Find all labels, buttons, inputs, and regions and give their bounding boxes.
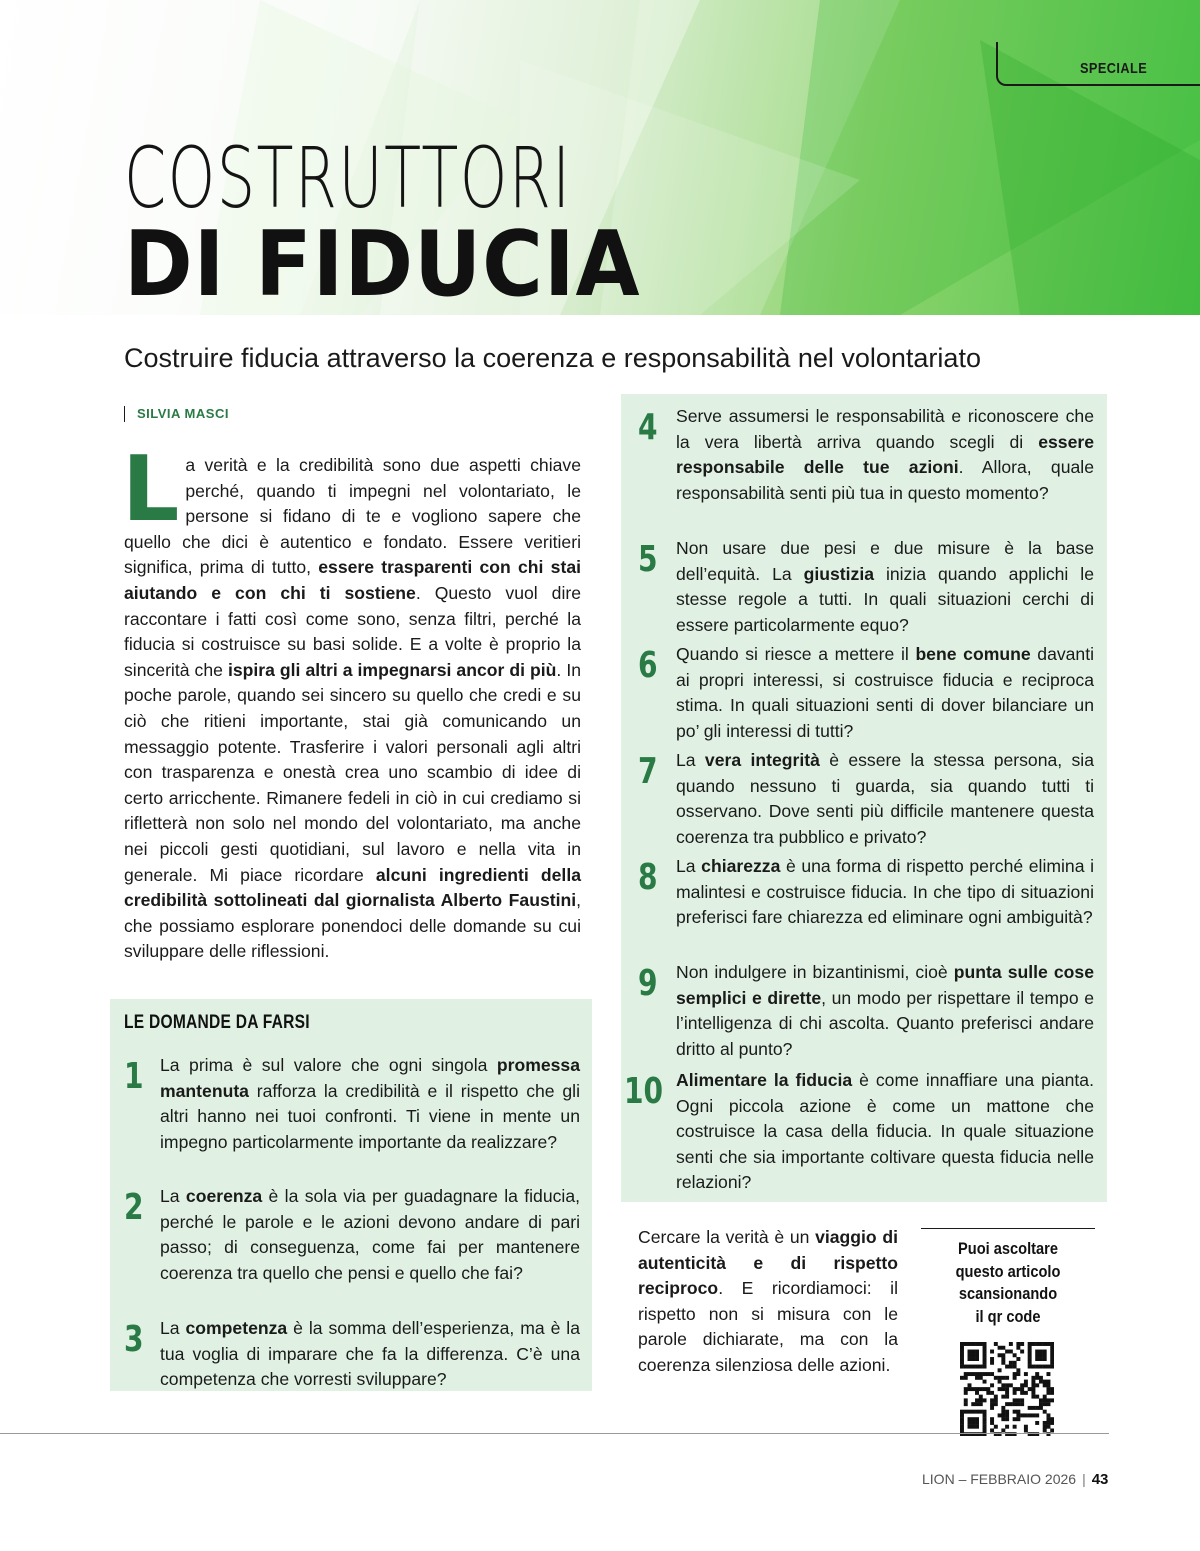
text-run: La [676,856,702,876]
footer-separator: | [1082,1471,1086,1487]
bold-text: Alimentare la fiducia [676,1070,853,1090]
bold-text: essere trasparenti con chi stai aiutando e con chi ti sostiene [124,557,581,603]
text-run: . E ricordiamoci: il rispetto non si misura con le parole dichiarate, ma con la coerenza silenziosa delle azioni. [638,1278,898,1375]
text-run: è una forma di rispetto perché elimina i malintesi e costruisce fiducia. In che tipo di situazioni preferisci fare chiarezza ed eliminare ogni ambiguità? [676,856,1094,928]
question-number: 8 [638,857,658,898]
text-run: è la somma dell’esperienza, ma è la tua voglia di imparare che fa la differenza. C’è una competenza che vorresti sviluppare? [160,1318,580,1390]
box-title: LE DOMANDE DA FARSI [124,1012,310,1033]
author-byline: SILVIA MASCI [124,406,229,422]
question-text [676,404,1094,506]
page-number: 43 [1091,1471,1109,1488]
bold-text: chiarezza [701,856,781,876]
text-run: La [160,1186,186,1206]
title-line-1: COSTRUTTORI [124,129,572,227]
text-run: inizia quando applichi le stesse regole a tutti. In quali situazioni cerchi di essere particolarmente equo? [676,563,1094,635]
text-run: è essere la stessa persona, sia quando nessuno ti guarda, sia quando tutti ti osservano. Dove senti più difficile mantenere questa coerenza tra pubblico e privato? [676,750,1095,847]
qr-caption-line: il qr code [975,1306,1041,1326]
text-run: è la sola via per guadagnare la fiducia, perché le parole e le azioni devono andare di pari passo; di conseguenza, come fai per mantenere coerenza tra quello che pensi e quello che fai? [160,1186,580,1283]
qr-caption-line: questo articolo [955,1261,1061,1281]
question-number: 4 [638,407,658,448]
bold-text: coerenza [185,1186,263,1206]
subtitle: Costruire fiducia attraverso la coerenza e responsabilità nel volontariato [124,343,981,373]
qr-code-icon[interactable] [960,1342,1054,1436]
page-footer [922,1471,1108,1488]
bold-text: essere responsabile delle tue azioni [676,431,1094,478]
text-run: . Allora, quale responsabilità senti più tua in questo momento? [676,457,1094,503]
text-run: Non indulgere in bizantinismi, cioè [676,962,954,982]
bold-text: alcuni ingredienti della credibilità sottolineati dal giornalista Alberto Faustini [124,864,581,911]
conclusion-paragraph [638,1225,898,1379]
text-run: Quando si riesce a mettere il [676,644,916,664]
qr-divider [921,1228,1095,1229]
text-run: a verità e la credibilità sono due aspetti chiave perché, quando ti impegni nel volontariato, le persone si fidano di te e vogliono sapere che quello che dici è autentico e fondato. Essere veritieri significa, prima di tutto, [124,455,581,578]
text-run: La [160,1318,186,1338]
question-number: 6 [638,645,658,686]
question-text [676,536,1094,638]
text-run: , che possiamo esplorare ponendoci delle domande su cui sviluppare delle riflessioni. [124,890,581,962]
bold-text: giustizia [803,563,874,584]
text-run: Cercare la verità è un [638,1227,816,1247]
question-number: 9 [638,963,658,1004]
question-text [676,642,1094,744]
footer-divider [0,1433,1109,1434]
bold-text: competenza [185,1318,288,1338]
question-number: 2 [124,1187,144,1228]
text-run: La [676,750,705,770]
title-line-2: DI FIDUCIA [124,212,641,317]
qr-caption-line: Puoi ascoltare [958,1239,1058,1258]
question-number: 10 [624,1071,664,1112]
text-run: La prima è sul valore che ogni singola [160,1055,497,1075]
bold-text: viaggio di autenticità e di rispetto reciproco [638,1227,898,1299]
question-text [160,1053,580,1155]
bold-text: ispira gli altri a impegnarsi ancor di più [227,659,557,680]
question-number: 7 [638,751,658,792]
drop-cap: L [122,437,180,542]
question-number: 5 [638,539,658,580]
question-text [676,854,1094,931]
text-run: rafforza la credibilità e il rispetto che gli altri hanno nei tuoi confronti. Ti viene in mente un impegno particolarmente importante da realizzare? [160,1080,580,1152]
intro-paragraph [122,437,582,965]
question-number: 1 [124,1056,144,1097]
question-text [160,1316,580,1393]
text-run: Non usare due pesi e due misure è la base dell’equità. La [676,538,1094,584]
question-number: 3 [124,1319,144,1360]
bold-text: vera integrità [704,750,820,770]
text-run: è come innaffiare una pianta. Ogni piccola azione è come un mattone che costruisce la casa della fiducia. In quale situazione senti che sia importante coltivare questa fiducia nelle relazioni? [676,1070,1094,1193]
question-text [676,1068,1094,1196]
question-text [676,748,1094,850]
text-run: , un modo per rispettare il tempo e l’intelligenza di chi ascolta. Quanto preferisci andare dritto al punto? [676,987,1094,1059]
text-run: Serve assumersi le responsabilità e riconoscere che la vera libertà arriva quando scegli di [676,406,1094,452]
qr-caption-line: scansionando [958,1284,1058,1303]
qr-caption [933,1238,1083,1328]
text-run: davanti ai propri interessi, si costruisce fiducia e reciproca stima. In quali situazioni senti di dover bilanciare un po’ gli interessi di tutti? [676,644,1095,741]
bold-text: promessa mantenuta [160,1055,580,1101]
text-run: . Questo vuol dire raccontare i fatti così come sono, senza filtri, perché la fiducia si costruisce su basi solide. E a volte è proprio la sincerità che [124,582,581,680]
bold-text: punta sulle cose semplici e dirette [676,962,1094,1008]
section-label: SPECIALE [1080,60,1148,77]
text-run: . In poche parole, quando sei sincero su quello che credi e su ciò che ritieni importante, stai già comunicando un messaggio potente. Trasferire i valori personali agli altri con trasparenza e onestà crea uno scambio di idee di certo arricchente. Rimanere fedeli in ciò in cui crediamo si rifletterà non solo nel mondo del volontariato, ma anche nei piccoli gesti quotidiani, sul lavoro e nella vita in generale. Mi piace ricordare [124,659,582,885]
bold-text: bene comune [915,644,1031,664]
question-text [160,1184,580,1286]
intro-text [122,437,582,965]
question-text [676,960,1094,1062]
footer-publication: LION – FEBBRAIO 2026 [922,1471,1077,1487]
